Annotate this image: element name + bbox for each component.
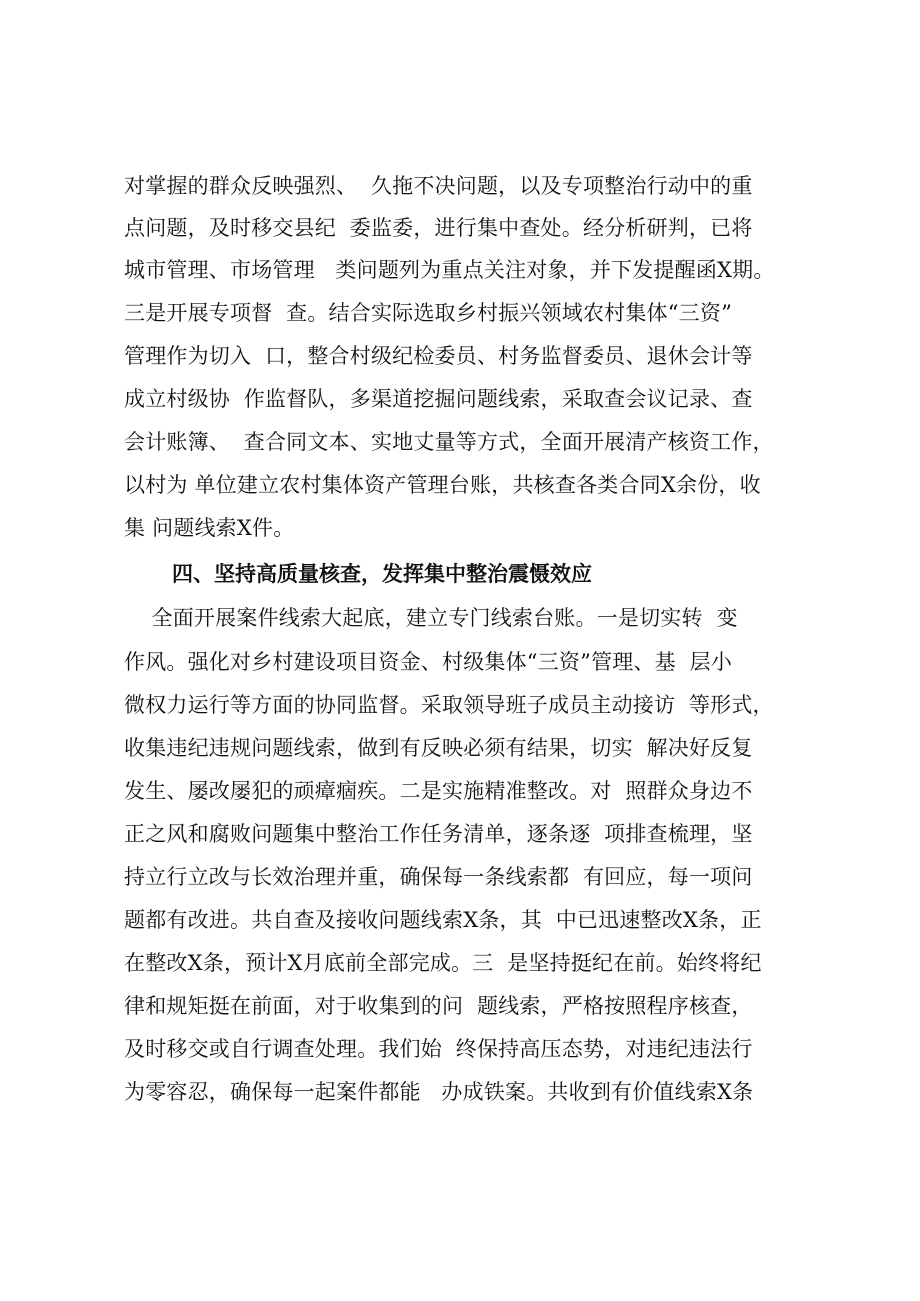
text-line: 成立村级协 作监督队，多渠道挖掘问题线索，采取查会议记录、查 (124, 387, 753, 411)
text-line: 三是开展专项督 查。结合实际选取乡村振兴领域农村集体“三资” (124, 301, 733, 325)
text-line: 管理作为切入 口，整合村级纪检委员、村务监督委员、退休会计等 (124, 344, 753, 368)
text-line: 持立行立改与长效治理并重，确保每一条线索都 有回应，每一项问 (124, 865, 753, 889)
text-line: 律和规矩挺在前面，对于收集到的问 题线索，严格按照程序核查， (124, 994, 753, 1018)
text-line: 点问题，及时移交县纪 委监委，进行集中查处。经分析研判，已将 (124, 216, 753, 240)
text-line: 发生、屡改屡犯的顽瘴痼疾。二是实施精准整改。对 照群众身边不 (124, 779, 753, 803)
text-line: 对掌握的群众反映强烈、 久拖不决问题，以及专项整治行动中的重 (124, 174, 753, 198)
text-line: 全面开展案件线索大起底，建立专门线索台账。一是切实转 变 (124, 606, 738, 630)
text-line: 以村为 单位建立农村集体资产管理台账，共核查各类合同X余份，收 (124, 473, 761, 497)
text-line: 正之风和腐败问题集中整治工作任务清单，逐条逐 项排查梳理，坚 (124, 822, 753, 846)
text-line: 集 问题线索X件。 (124, 516, 295, 540)
text-line: 在整改X条，预计X月底前全部完成。三 是坚持挺纪在前。始终将纪 (124, 951, 762, 975)
text-line: 会计账簿、 查合同文本、实地丈量等方式，全面开展清产核资工作， (124, 430, 774, 454)
text-line: 微权力运行等方面的协同监督。采取领导班子成员主动接访 等形式， (124, 693, 774, 717)
text-line: 为零容忍，确保每一起案件都能 办成铁案。共收到有价值线索X条 (124, 1080, 754, 1104)
text-line: 题都有改进。共自查及接收问题线索X条，其 中已迅速整改X条，正 (124, 908, 762, 932)
text-line: 城市管理、市场管理 类问题列为重点关注对象，并下发提醒函X期。 (124, 258, 775, 282)
section-heading: 四、坚持高质量核查，发挥集中整治震慑效应 (172, 562, 592, 586)
text-line: 收集违纪违规问题线索，做到有反映必须有结果，切实 解决好反复 (124, 736, 753, 760)
text-line: 作风。强化对乡村建设项目资金、村级集体“三资”管理、基 层小 (124, 650, 733, 674)
text-line: 及时移交或自行调查处理。我们始 终保持高压态势，对违纪违法行 (124, 1037, 753, 1061)
